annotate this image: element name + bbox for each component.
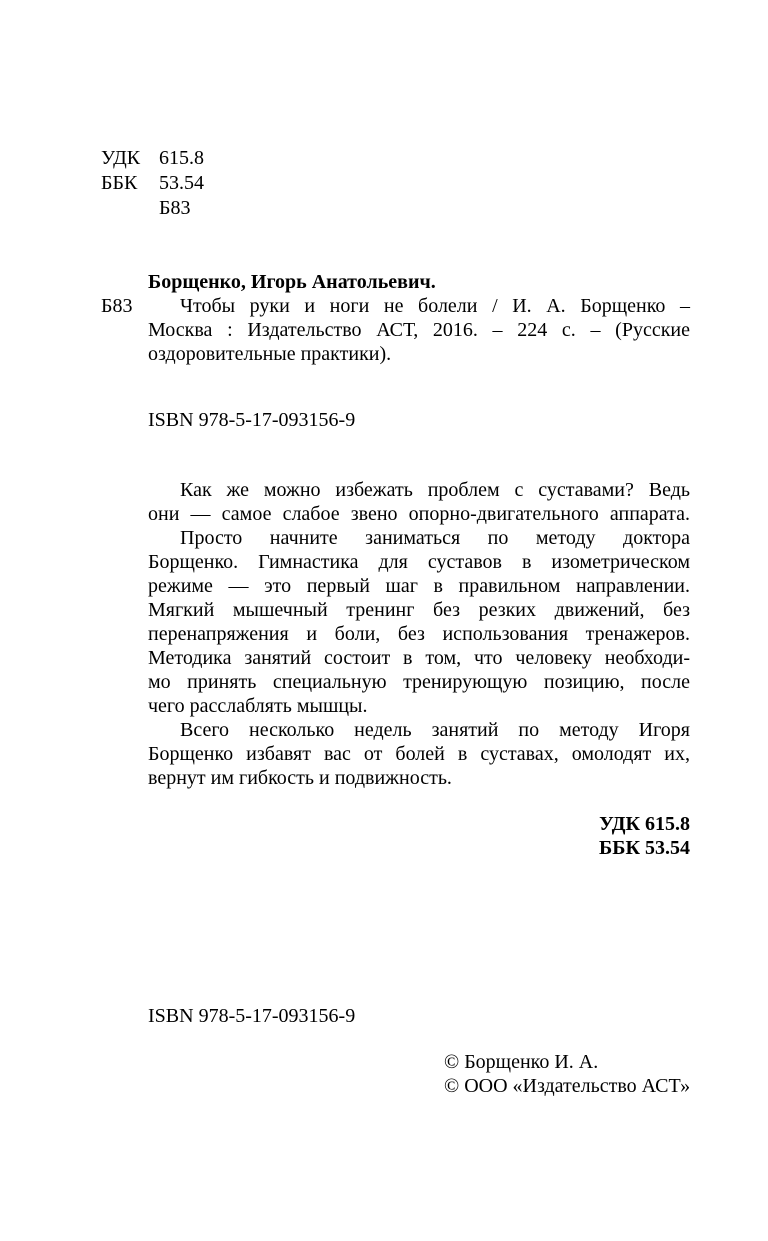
record-heading: Борщенко, Игорь Анатольевич. (148, 271, 436, 293)
record-line-2: Москва : Издательство АСТ, 2016. – 224 с. – (Русские (148, 319, 690, 341)
udk-row (101, 146, 204, 171)
annotation-line: перенапряжения и боли, без использования тренажеров. (148, 623, 690, 645)
udk-code-bold: УДК 615.8 (599, 813, 690, 835)
record-line-1: Чтобы руки и ноги не болели / И. А. Борщенко – (180, 295, 690, 317)
copyright-publisher: © ООО «Издательство АСТ» (444, 1075, 691, 1097)
annotation-line: мо принять специальную тренирующую позицию, после (148, 671, 690, 693)
annotation-line: Всего несколько недель занятий по методу Игоря (180, 719, 690, 741)
annotation-line: вернут им гибкость и подвижность. (148, 767, 452, 789)
annotation-line: Мягкий мышечный тренинг без резких движений, без (148, 599, 690, 621)
copyright-author: © Борщенко И. А. (444, 1051, 599, 1073)
footer-isbn: ISBN 978-5-17-093156-9 (148, 1005, 356, 1027)
bbk-value: 53.54 (159, 172, 204, 194)
record-author-mark: Б83 (101, 295, 133, 317)
annotation-line: режиме — это первый шаг в правильном направлении. (148, 575, 690, 597)
author-mark: Б83 (159, 197, 191, 219)
annotation-line: Методика занятий состоит в том, что человеку необходи- (148, 647, 690, 669)
annotation-line: Как же можно избежать проблем с суставами? Ведь (180, 479, 690, 501)
annotation-line: чего расслаблять мышцы. (148, 695, 368, 717)
bbk-label: ББК (101, 172, 138, 194)
bbk-code-bold: ББК 53.54 (599, 837, 690, 859)
annotation-line: Борщенко. Гимнастика для суставов в изометрическом (148, 551, 690, 573)
record-isbn: ISBN 978-5-17-093156-9 (148, 409, 356, 431)
classification-codes (101, 146, 204, 221)
annotation-line: Просто начните заниматься по методу доктора (180, 527, 690, 549)
bbk-row (101, 171, 204, 196)
udk-label: УДК (101, 147, 141, 169)
annotation-line: Борщенко избавят вас от болей в суставах, омолодят их, (148, 743, 690, 765)
annotation-line: они — самое слабое звено опорно-двигательного аппарата. (148, 503, 690, 525)
author-mark-row (101, 196, 204, 221)
record-line-3: оздоровительные практики). (148, 343, 392, 365)
udk-value: 615.8 (159, 147, 204, 169)
